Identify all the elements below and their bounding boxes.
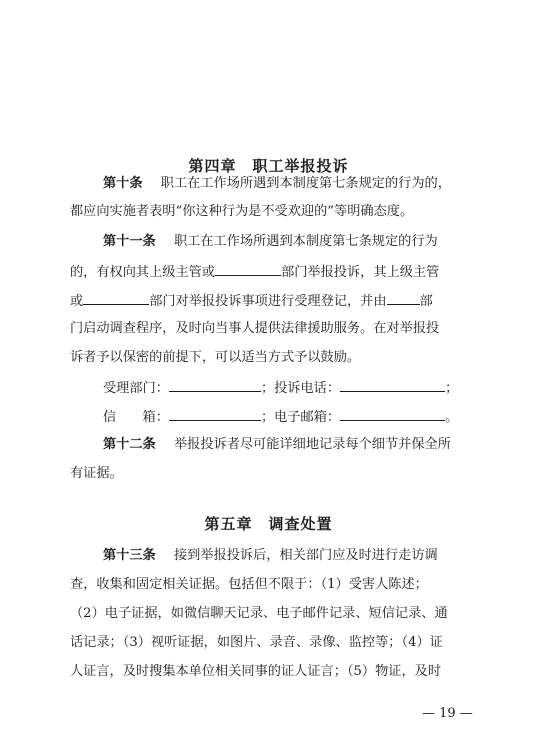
article-13-text-1: 接到举报投诉后，相关部门应及时进行走访调 bbox=[173, 548, 438, 563]
article-13-line-2: 查，收集和固定相关证据。包括但不限于：（1）受害人陈述； bbox=[70, 577, 428, 592]
article-11-text-3b: 部门对举报投诉事项进行受理登记，并由 bbox=[149, 294, 387, 309]
article-11-line-1 bbox=[103, 233, 470, 251]
article-11-line-3 bbox=[70, 291, 470, 311]
contact-line-2 bbox=[103, 407, 470, 427]
chapter-5-heading: 第五章 调查处置 bbox=[204, 515, 333, 533]
article-10-label: 第十条 bbox=[103, 176, 143, 191]
article-13-line-1 bbox=[103, 547, 470, 565]
article-12-label: 第十二条 bbox=[103, 437, 156, 452]
contact-line-1 bbox=[103, 378, 470, 398]
article-11-text-3a: 或 bbox=[70, 294, 84, 309]
dept-field[interactable] bbox=[169, 378, 261, 392]
dept-label: 受理部门： bbox=[103, 381, 169, 396]
email-field[interactable] bbox=[340, 407, 445, 421]
phone-end: ； bbox=[445, 381, 459, 396]
article-11-line-4: 门启动调查程序，及时向当事人提供法律援助服务。在对举报投 bbox=[70, 321, 440, 336]
article-13-line-5: 人证言，及时搜集本单位相关同事的证人证言；（5）物证，及时 bbox=[70, 664, 442, 679]
fill-in-blank[interactable] bbox=[83, 291, 149, 305]
fill-in-blank[interactable] bbox=[215, 262, 281, 276]
article-13-line-4: 话记录；（3）视听证据，如图片、录音、录像、监控等；（4）证 bbox=[70, 635, 443, 650]
article-11-text-2b: 部门举报投诉，其上级主管 bbox=[281, 265, 440, 280]
page-number: — 19 — bbox=[422, 706, 473, 721]
phone-label: 投诉电话： bbox=[274, 381, 341, 396]
article-12-line-2: 有证据。 bbox=[70, 466, 123, 481]
article-11-line-5: 诉者予以保密的前提下，可以适当方式予以鼓励。 bbox=[70, 350, 361, 365]
letterbox-field[interactable] bbox=[169, 407, 261, 421]
article-13-line-3: （2）电子证据，如微信聊天记录、电子邮件记录、短信记录、通 bbox=[70, 606, 448, 621]
article-11-text-3c: 部 bbox=[419, 294, 433, 309]
dept-end: ； bbox=[260, 381, 275, 396]
letterbox-label: 信 箱： bbox=[103, 410, 169, 425]
email-end: 。 bbox=[445, 410, 459, 425]
fill-in-blank[interactable] bbox=[387, 291, 420, 305]
letterbox-end: ； bbox=[260, 410, 275, 425]
article-11-text-2a: 的，有权向其上级主管或 bbox=[70, 265, 216, 280]
article-11-label: 第十一条 bbox=[103, 234, 156, 249]
article-12-line-1 bbox=[103, 436, 470, 454]
article-10-line-1 bbox=[103, 175, 470, 193]
article-11-text-1: 职工在工作场所遇到本制度第七条规定的行为 bbox=[173, 234, 438, 249]
chapter-4-heading: 第四章 职工举报投诉 bbox=[188, 157, 349, 175]
email-label: 电子邮箱： bbox=[274, 410, 341, 425]
article-10-text-1: 职工在工作场所遇到本制度第七条规定的行为的， bbox=[160, 176, 451, 191]
article-12-text-1: 举报投诉者尽可能详细地记录每个细节并保全所 bbox=[173, 437, 451, 452]
article-13-label: 第十三条 bbox=[103, 548, 156, 563]
article-10-line-2: 都应向实施者表明“你这种行为是不受欢迎的”等明确态度。 bbox=[70, 204, 414, 219]
phone-field[interactable] bbox=[340, 378, 445, 392]
article-11-line-2 bbox=[70, 262, 470, 282]
